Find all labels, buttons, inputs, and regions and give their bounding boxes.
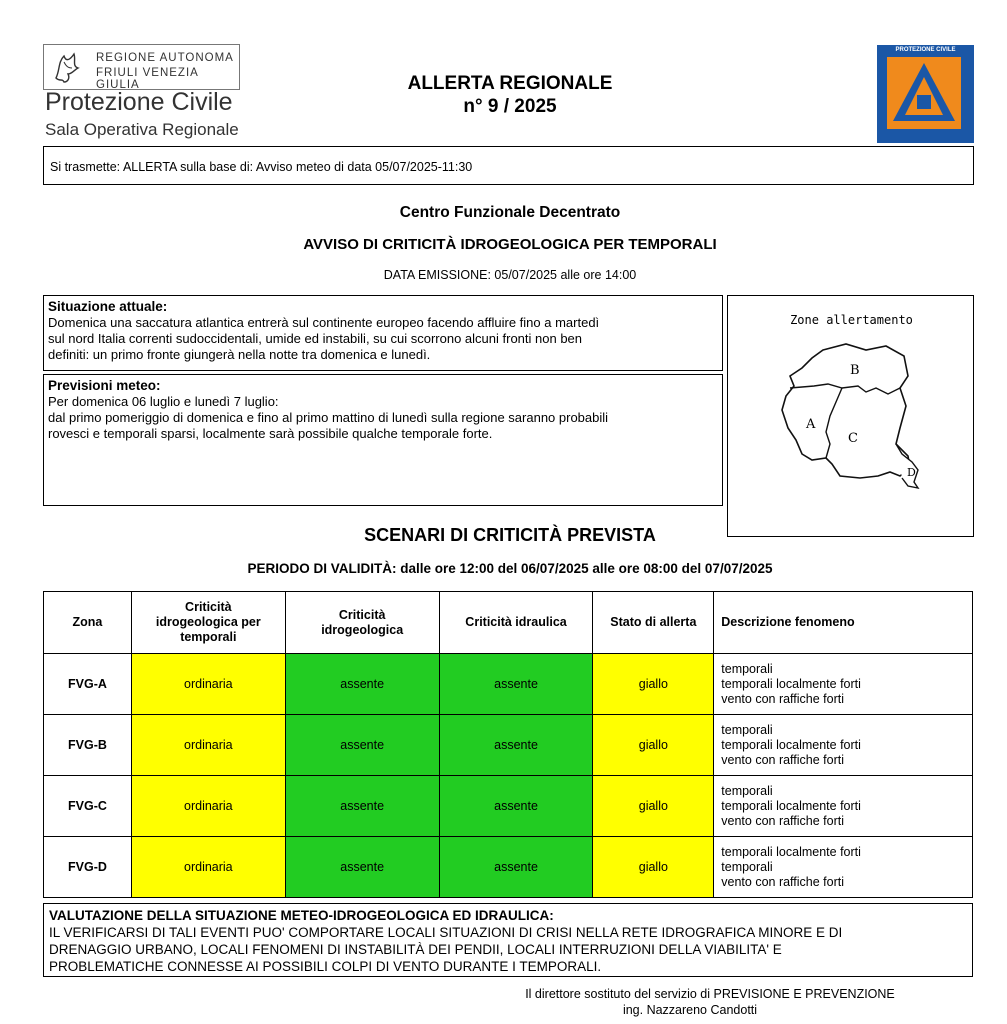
idraulica-cell: assente <box>439 715 593 776</box>
header-line: idrogeologica <box>321 622 404 637</box>
temporali-cell: ordinaria <box>131 776 285 837</box>
description-cell <box>714 654 973 715</box>
evaluation-line: DRENAGGIO URBANO, LOCALI FENOMENI DI INSTABILITÀ DEI PENDII, LOCALI INTERRUZIONI DELLA VIABILITA' E <box>49 942 782 957</box>
situation-line: definiti: un primo fronte giungerà nella notte tra domenica e lunedì. <box>48 347 431 362</box>
idrogeologica-cell: assente <box>285 776 439 837</box>
idrogeologica-cell: assente <box>285 654 439 715</box>
zone-c-label: C <box>848 431 858 446</box>
description-line: temporali <box>721 783 773 798</box>
zone-d-label: D <box>907 466 916 479</box>
zone-cell: FVG-B <box>44 715 132 776</box>
description-line: vento con raffiche forti <box>721 813 845 828</box>
center-title: Centro Funzionale Decentrato <box>399 204 621 221</box>
emission-date: DATA EMISSIONE: 05/07/2025 alle ore 14:00 <box>383 268 637 282</box>
header-stato-allerta: Stato di allerta <box>593 592 714 654</box>
region-name-line1: REGIONE AUTONOMA <box>96 52 234 64</box>
header-criticita-idraulica: Criticità idraulica <box>439 592 593 654</box>
stato-cell: giallo <box>593 654 714 715</box>
evaluation-line: PROBLEMATICHE CONNESSE AI POSSIBILI COLPI DI VENTO DURANTE I TEMPORALI. <box>49 959 602 974</box>
logo-orange-square <box>887 57 961 129</box>
description-line: temporali <box>721 722 773 737</box>
situation-heading: Situazione attuale: <box>48 299 168 314</box>
zone-cell: FVG-C <box>44 776 132 837</box>
zone-b-label: B <box>850 363 860 378</box>
stato-cell: giallo <box>593 837 714 898</box>
situation-line: sul nord Italia correnti sudoccidentali, umide ed instabili, su cui scorrono alcuni fronti non ben <box>48 331 583 346</box>
stato-cell: giallo <box>593 776 714 837</box>
zones-map <box>768 336 938 506</box>
header-line: Criticità <box>185 600 232 614</box>
table-row <box>44 837 973 898</box>
header-line: Criticità <box>338 607 386 622</box>
alert-zones-map-box <box>727 295 974 537</box>
description-line: temporali <box>721 661 773 676</box>
triangle-icon <box>887 57 961 129</box>
header-line: temporali <box>180 630 237 644</box>
evaluation-line: IL VERIFICARSI DI TALI EVENTI PUO' COMPORTARE LOCALI SITUAZIONI DI CRISI NELLA RETE IDROGRAFICA MINORE E DI <box>49 925 843 940</box>
description-line: vento con raffiche forti <box>721 691 845 706</box>
description-line: temporali <box>721 859 773 874</box>
header-zona: Zona <box>44 592 132 654</box>
validity-period: PERIODO DI VALIDITÀ: dalle ore 12:00 del 06/07/2025 alle ore 08:00 del 07/07/2025 <box>247 561 773 576</box>
table-row <box>44 654 973 715</box>
description-cell <box>714 837 973 898</box>
forecast-box <box>43 374 723 506</box>
zone-a-label: A <box>806 417 816 432</box>
org-title: Protezione Civile <box>45 88 233 116</box>
header-line: idrogeologica per <box>155 615 261 629</box>
temporali-cell: ordinaria <box>131 654 285 715</box>
signature-name: ing. Nazzareno Candotti <box>622 1003 758 1017</box>
region-logo <box>43 44 243 144</box>
header-descrizione: Descrizione fenomeno <box>714 592 973 654</box>
transmit-box <box>43 146 974 185</box>
header-criticita-idrogeologica <box>285 592 439 654</box>
region-emblem <box>43 44 240 90</box>
map-title: Zone allertamento <box>790 313 913 327</box>
stato-cell: giallo <box>593 715 714 776</box>
org-subtitle: Sala Operativa Regionale <box>45 120 239 139</box>
zone-cell: FVG-D <box>44 837 132 898</box>
zone-cell: FVG-A <box>44 654 132 715</box>
forecast-heading: Previsioni meteo: <box>48 378 161 393</box>
description-line: temporali localmente forti <box>721 798 861 813</box>
current-situation-box <box>43 295 723 371</box>
idraulica-cell: assente <box>439 837 593 898</box>
forecast-line: rovesci e temporali sparsi, localmente sarà possibile qualche temporale forte. <box>48 426 493 441</box>
idrogeologica-cell: assente <box>285 715 439 776</box>
description-cell <box>714 715 973 776</box>
alert-number: n° 9 / 2025 <box>463 96 557 117</box>
evaluation-heading: VALUTAZIONE DELLA SITUAZIONE METEO-IDROGEOLOGICA ED IDRAULICA: <box>49 908 554 923</box>
civil-protection-logo <box>877 45 974 143</box>
criticality-table <box>43 591 973 898</box>
description-line: vento con raffiche forti <box>721 874 845 889</box>
temporali-cell: ordinaria <box>131 837 285 898</box>
transmit-line: Si trasmette: ALLERTA sulla base di: Avviso meteo di data 05/07/2025-11:30 <box>50 160 473 174</box>
table-header-row <box>44 592 973 654</box>
signature-role: Il direttore sostituto del servizio di PREVISIONE E PREVENZIONE <box>525 987 895 1001</box>
idraulica-cell: assente <box>439 654 593 715</box>
region-outline <box>782 344 910 478</box>
temporali-cell: ordinaria <box>131 715 285 776</box>
forecast-line: dal primo pomeriggio di domenica e fino al primo mattino di lunedì sulla regione saranno probabili <box>48 410 609 425</box>
region-name-line2: FRIULI VENEZIA GIULIA <box>96 67 199 91</box>
idraulica-cell: assente <box>439 776 593 837</box>
table-row <box>44 776 973 837</box>
scenario-title: SCENARI DI CRITICITÀ PREVISTA <box>364 525 656 545</box>
evaluation-box <box>43 903 973 977</box>
description-line: temporali localmente forti <box>721 737 861 752</box>
logo-text: PROTEZIONE CIVILE <box>895 47 956 53</box>
header-criticita-temporali <box>131 592 285 654</box>
table-row <box>44 715 973 776</box>
description-cell <box>714 776 973 837</box>
alert-title: ALLERTA REGIONALE <box>407 73 613 94</box>
description-line: vento con raffiche forti <box>721 752 845 767</box>
description-line: temporali localmente forti <box>721 844 861 859</box>
idrogeologica-cell: assente <box>285 837 439 898</box>
situation-line: Domenica una saccatura atlantica entrerà sul continente europeo facendo affluire fino a martedì <box>48 315 600 330</box>
notice-title: AVVISO DI CRITICITÀ IDROGEOLOGICA PER TEMPORALI <box>303 236 717 253</box>
description-line: temporali localmente forti <box>721 676 861 691</box>
eagle-icon <box>50 48 86 86</box>
forecast-line: Per domenica 06 luglio e lunedì 7 luglio: <box>48 394 279 409</box>
